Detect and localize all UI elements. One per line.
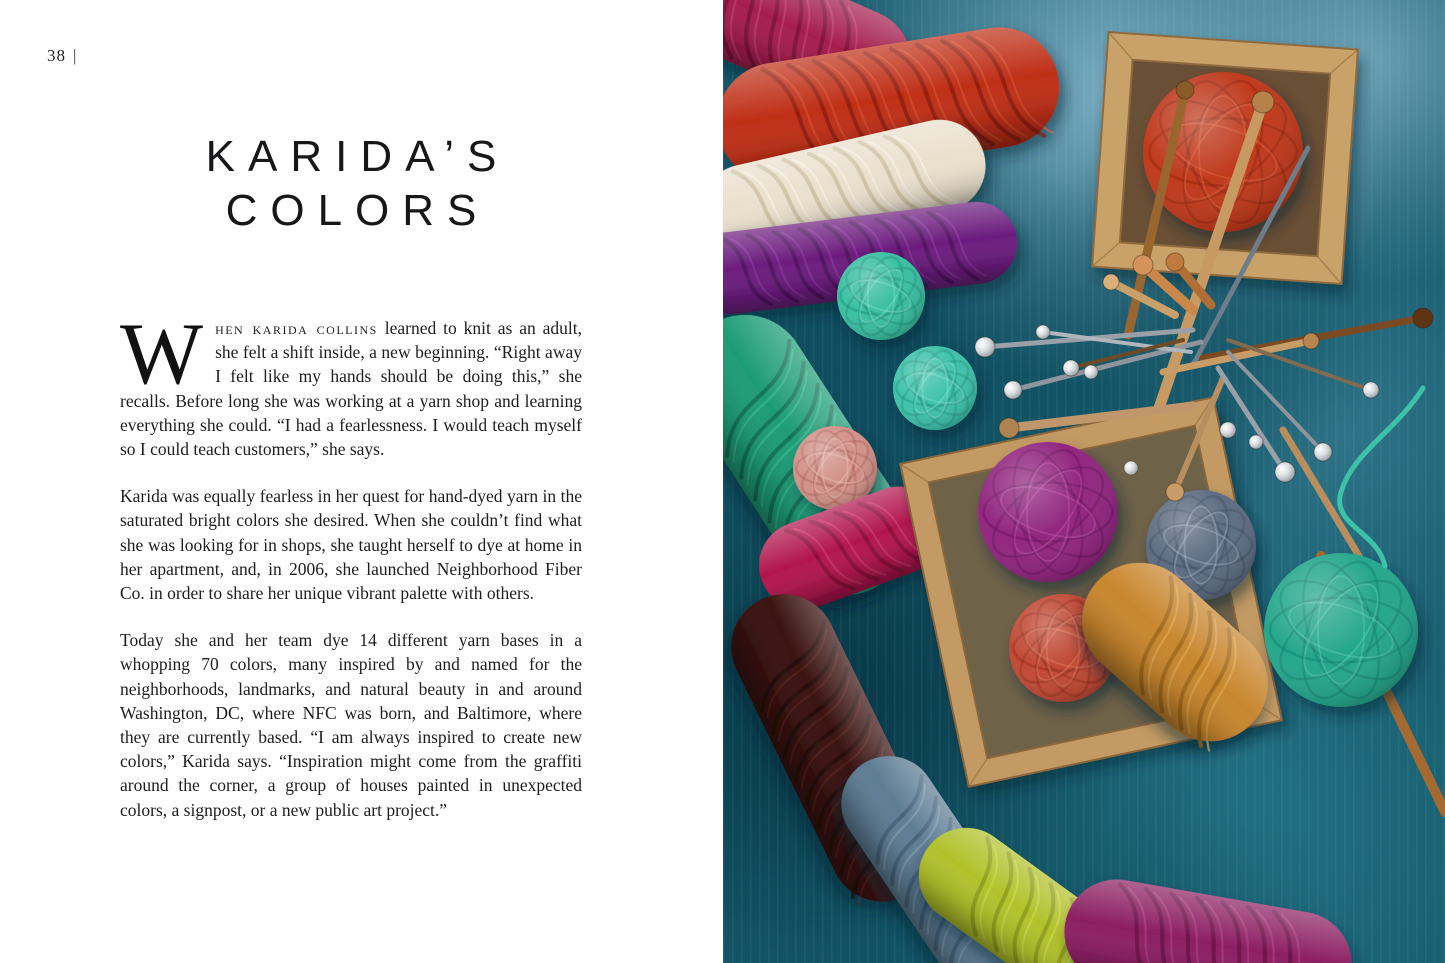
paragraph-3: Today she and her team dye 14 different yarn bases in a whopping 70 colors, many inspired by and named for the neighborhoods, landmarks, and natural beauty in and around Washington, DC, where NFC was born, and Baltimore, where they are currently based. “I am always inspired to create new colors,” Karida says. “Inspiration might come from the graffiti around the corner, a group of houses painted in unexpected colors, a signpost, or a new public art project.” <box>120 630 582 820</box>
paragraph-1-text: learned to knit as an adult, she felt a shift inside, a new beginning. “Right away I felt like my hands should be doing this,” she recalls. Before long she was working at a yarn shop and learning everything she could. “I had a fearlessness. I would teach myself so I could teach customers,” she says. <box>120 318 582 460</box>
needle-head <box>1363 382 1379 398</box>
photo-page <box>723 0 1445 963</box>
needle-head <box>975 337 995 357</box>
title-line-1: KARIDA’S <box>205 132 510 181</box>
paragraph-2: Karida was equally fearless in her quest for hand-dyed yarn in the saturated bright colors she desired. When she couldn’t find what she was looking for in shops, she taught herself to dye at home in her apartment, and, in 2006, she launched Neighborhood Fiber Co. in order to share her unique vibrant palette with others. <box>120 486 582 604</box>
needle-head <box>1166 483 1184 501</box>
yarn-photo-svg <box>723 0 1445 963</box>
needle-head <box>1166 253 1184 271</box>
needle-head <box>1036 325 1050 339</box>
needle-head <box>1275 462 1295 482</box>
drop-cap: W <box>120 306 204 403</box>
needle-head <box>1084 365 1098 379</box>
paragraph-1 <box>120 306 582 461</box>
needle-head <box>1133 255 1153 275</box>
needle-head <box>1004 381 1022 399</box>
needle-head <box>1314 443 1332 461</box>
needle-head <box>1220 422 1236 438</box>
needle-head <box>1063 360 1079 376</box>
article-body <box>120 306 582 845</box>
needle-head <box>1103 274 1119 290</box>
needle-head <box>1413 308 1433 328</box>
folio-divider: | <box>73 46 77 65</box>
page-title <box>120 130 582 238</box>
needle-head <box>1176 81 1194 99</box>
needle-head <box>1303 333 1319 349</box>
needle-head <box>1252 91 1274 113</box>
needle-head <box>1249 435 1263 449</box>
teal-coil <box>893 346 977 430</box>
needle-head <box>999 418 1019 438</box>
magenta-ball <box>978 442 1118 583</box>
teal-ball-large <box>1264 553 1418 708</box>
page-number: 38 <box>47 46 66 65</box>
teal-ball-small <box>837 252 925 340</box>
small-caps-lead: hen karida collins <box>215 318 378 338</box>
title-line-2: COLORS <box>225 186 490 235</box>
needle-head <box>1124 461 1138 475</box>
folio <box>47 46 76 66</box>
